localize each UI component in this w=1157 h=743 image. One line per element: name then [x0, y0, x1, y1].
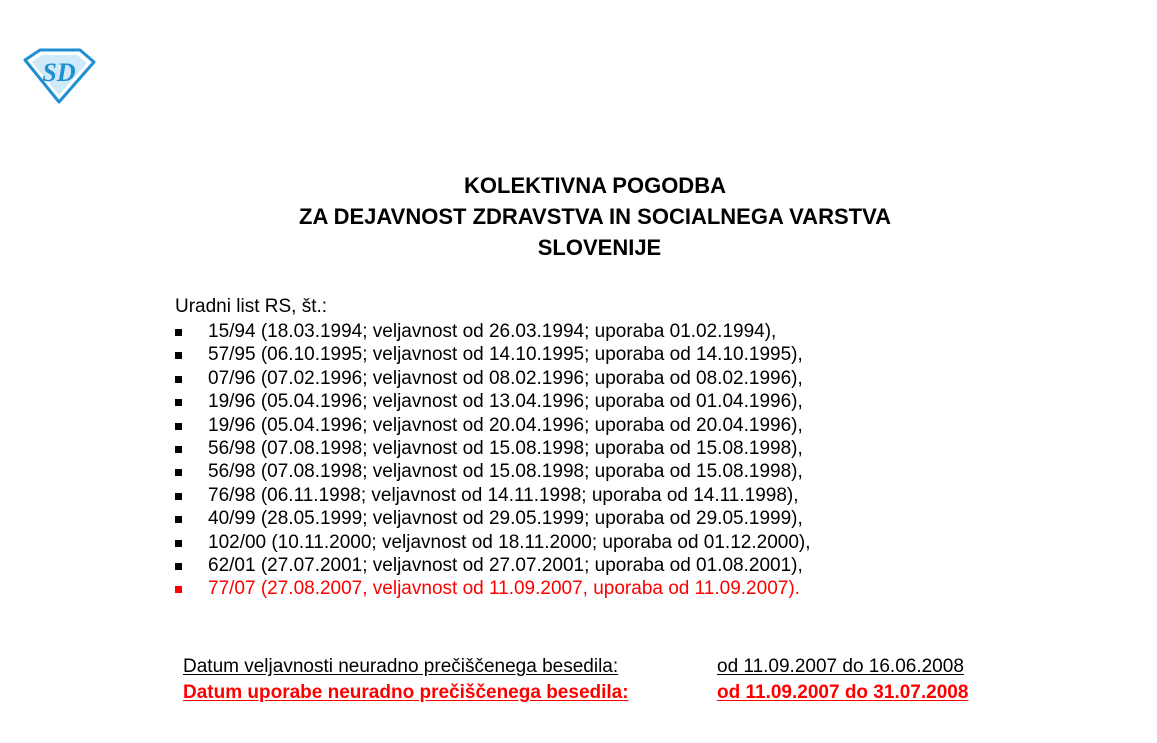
datum-uporabe-label: Datum uporabe neuradno prečiščenega besedila: [183, 682, 629, 703]
bullet-icon [175, 446, 182, 453]
bullet-icon [175, 540, 182, 547]
bullet-icon [175, 469, 182, 476]
bullet-icon [175, 352, 182, 359]
datum-veljavnosti-label: Datum veljavnosti neuradno prečiščenega besedila: [183, 656, 619, 677]
title-line-2: ZA DEJAVNOST ZDRAVSTVA IN SOCIALNEGA VARSTVA [299, 204, 891, 229]
logo [22, 48, 96, 104]
bullet-icon [175, 376, 182, 383]
datum-uporabe-row [183, 682, 969, 704]
bullet-icon [175, 516, 182, 523]
logo-shield-icon [22, 48, 96, 104]
bullet-icon [175, 423, 182, 430]
bullet-icon [175, 586, 182, 593]
datum-veljavnosti-row [183, 656, 964, 678]
uradni-list-label: Uradni list RS, št.: [175, 296, 328, 317]
title-line-1: KOLEKTIVNA POGODBA [464, 173, 726, 198]
logo-text: SD [42, 58, 76, 87]
document-title [120, 170, 1070, 263]
bullet-icon [175, 563, 182, 570]
title-line-3: SLOVENIJE [537, 235, 662, 260]
datum-veljavnosti-value: od 11.09.2007 do 16.06.2008 [717, 656, 964, 677]
bullet-icon [175, 399, 182, 406]
bullet-icon [175, 493, 182, 500]
bullet-icon [175, 329, 182, 336]
datum-uporabe-value: od 11.09.2007 do 31.07.2008 [717, 682, 969, 703]
